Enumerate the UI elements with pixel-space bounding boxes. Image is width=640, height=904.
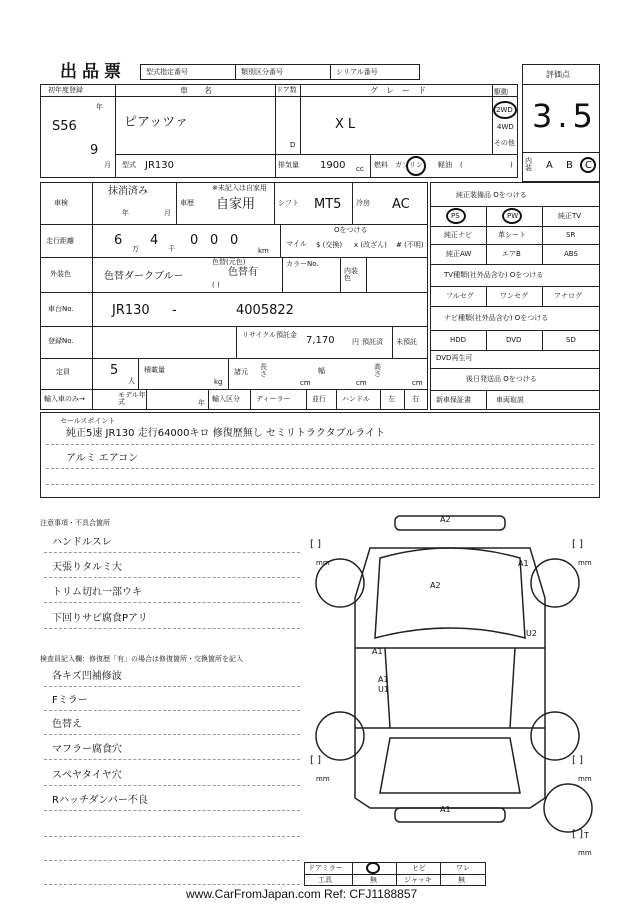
navi-dvd: DVD [506,336,522,344]
tv-title: TV種類(社外品含む) Oをつける [444,271,544,279]
fuel-paren-close: ) [510,161,513,169]
mark-left-door: A1 [372,647,383,656]
import-dealer: ディーラー [256,395,291,403]
wheel-rear-right [531,712,579,760]
capacity-unit: 人 [128,377,135,385]
note-4: 下回りサビ腐食Pアリ [52,613,148,624]
history-value: 自家用 [216,197,256,212]
shift-label: シフト [278,199,299,207]
import-label: 輸入車のみ→ [44,395,85,403]
tire-bracket-rr: [ ] [572,755,583,766]
dims-length-cm: cm [300,379,311,387]
ac-label: 冷房 [356,199,370,207]
ac-value: AC [392,197,410,212]
mileage-unknown: # (不明) [396,241,424,249]
door-label: ドア数 [276,86,297,94]
interior-grade-a: A [546,160,553,171]
inspector-label: 検査員記入欄：修復歴「有」の場合は修復箇所・交換箇所を記入 [40,655,243,663]
sales-label: セールスポイント [60,417,116,425]
hood-outline [375,548,525,638]
interior-color-label: 内装色 [344,267,358,282]
tire-bracket-fr: [ ] [572,539,583,550]
color-change-paren: ( ) [212,281,220,289]
mirror-circle-mark [366,862,380,874]
fuel-label: 燃料 [374,161,388,169]
wheel-rear-left [316,712,364,760]
inspection-label: 車検 [54,199,68,207]
color-change-value: 色替有 [228,267,258,278]
equip-ps: PS [451,212,460,220]
import-parallel: 並行 [312,395,326,403]
reg-era-year: S56 [52,119,77,134]
inspection-month: 月 [164,209,171,217]
equip-ps-circle [446,208,466,224]
dims-label: 諸元 [234,368,248,376]
tire-mm-rl: mm [316,775,330,783]
wheel-front-right [531,559,579,607]
car-name: ピアッツァ [124,115,188,130]
drive-other: その他 [494,139,515,147]
class-label: 類別区分番号 [241,68,283,76]
mileage-digit-5: 0 [230,233,239,248]
equip-pw: PW [507,212,519,220]
tire-mm-fr: mm [578,559,592,567]
mark-left-rear-1: A1 [378,675,389,684]
jack-value: 無 [458,876,465,884]
inspector-3: 色替え [52,719,82,730]
mileage-digit-4: 0 [210,233,219,248]
equip-pw-circle [502,208,522,224]
mileage-km: km [258,247,269,255]
dims-length: 長さ [260,363,267,378]
inspector-2: Fミラー [52,695,88,706]
mileage-exchange: $ (交換) [316,241,343,249]
reg-year-label: 年 [96,103,103,111]
color-change-label: 色替(元色) [212,258,246,266]
mileage-man: 万 [132,245,139,253]
navi-sd: SD [566,336,576,344]
tv-analog: アナログ [554,292,582,300]
inspection-year: 年 [122,209,129,217]
tv-fullseg: フルセグ [446,292,474,300]
rating-value: 3.5 [532,97,598,135]
chassis-dash: - [172,303,177,318]
grade-value: XL [335,117,360,132]
load-kg: kg [214,378,223,386]
import-model-year: モデル年式 [118,391,146,406]
recycle-deposit: 預託済 [362,338,383,346]
after-warranty: 新車保証書 [436,396,471,404]
recycle-yen: 円 [352,338,359,346]
mileage-digit-2: 4 [150,233,159,248]
inspection-status: 抹消済み [108,186,148,197]
mileage-digit-1: 6 [114,233,123,248]
recycle-label: リサイクル預託金 [242,331,298,339]
equip-abs: ABS [564,250,578,258]
tool-label: 工具 [318,876,332,884]
shift-value: MT5 [314,197,342,212]
inspector-4: マフラー腐食穴 [52,744,122,755]
chassis-label: 車台No. [48,305,74,313]
recycle-value: 7,170 [306,335,335,346]
navi-title: ナビ種類(社外品含む) Oをつける [444,314,549,322]
import-handle: ハンドル [342,395,370,403]
reg-month-label: 月 [104,161,111,169]
recycle-undeposit: 未預託 [396,338,417,346]
ext-color-value: 色替ダークブルー [104,271,184,282]
note-2: 天張りタルミ大 [52,562,122,573]
chassis-number: 4005822 [236,303,294,318]
spare-wheel [544,784,592,832]
dvd-playback: DVD再生可 [436,354,473,362]
equip-airbag: エアB [502,250,521,258]
drive-2wd: 2WD [496,106,513,114]
history-note: ※未記入は自家用 [212,184,267,192]
engine-label: 排気量 [278,161,299,169]
reg-month: 9 [90,143,99,158]
tire-bracket-rl: [ ] [310,755,321,766]
roof-outline [385,648,515,728]
import-class: 輸入区分 [212,395,240,403]
mark-left-rear-2: U1 [378,685,389,694]
drive-label: 駆動 [494,88,508,96]
dims-width: 幅 [318,367,325,375]
type-spec-label: 型式指定番号 [146,68,188,76]
mirror-hibi: ヒビ [412,864,426,872]
mark-rear-bumper: A1 [440,805,451,814]
mark-front-right-fender: A1 [518,559,529,568]
mileage-sen: 千 [168,245,175,253]
dims-height: 高さ [374,363,381,378]
equip-navi: 純正ナビ [444,231,472,239]
regno-label: 登録No. [48,337,74,345]
fuel-paren-open: ( [460,161,463,169]
mirror-ware: ワレ [456,864,470,872]
drive-circle-mark [493,101,517,119]
tool-value: 無 [370,876,377,884]
note-1: ハンドルスレ [52,537,112,548]
fuel-gasoline: ガソリン [395,161,423,169]
load-label: 積載量 [144,366,165,374]
dims-width-cm: cm [356,379,367,387]
sales-line-1: 純正5速 JR130 走行64000キロ 修復歴無し セミリトラクタブルライト [66,428,385,439]
spare-t-label: T [584,831,589,840]
interior-label: 内装 [525,157,532,172]
inspector-5: スペヤタイヤ穴 [52,770,122,781]
tv-oneseg: ワンセグ [500,292,528,300]
car-damage-diagram [300,508,610,848]
jack-label: ジャッキ [404,876,432,884]
capacity-label: 定員 [56,368,70,376]
mileage-altered: x (改ざん) [354,241,387,249]
trunk-outline [380,738,520,793]
color-no-label: カラーNo. [286,260,319,268]
rating-label: 評価点 [546,70,570,79]
serial-label: シリアル番号 [336,68,378,76]
equip-aw: 純正AW [446,250,472,258]
door-value: D [290,141,296,149]
tire-bracket-fl: [ ] [310,539,321,550]
inspector-6: Rハッチダンパー不良 [52,795,148,806]
ext-color-label: 外装色 [50,270,71,278]
mileage-circle-note: Oをつける [334,226,368,234]
footer-ref: www.CarFromJapan.com Ref: CFJ1188857 [186,887,418,901]
spare-bracket: [ ] [572,829,583,840]
equip-tv: 純正TV [558,212,582,220]
equip-leather: 革シート [498,231,526,239]
navi-hdd: HDD [450,336,467,344]
interior-grade-c: C [585,160,592,171]
note-3: トリム切れ一部ウキ [52,587,142,598]
capacity-value: 5 [110,363,119,378]
spare-mm: mm [578,849,592,857]
car-name-label: 車名 [180,86,228,95]
notes-label: 注意事項・不具合箇所 [40,519,110,527]
mirror-label: ドアミラー [308,864,343,872]
grade-circle-mark [580,157,596,173]
mileage-digit-3: 0 [190,233,199,248]
import-right: 右 [412,395,419,403]
engine-value: 1900 [320,160,346,171]
history-label: 車歴 [180,199,194,207]
chassis-prefix: JR130 [112,303,150,318]
mileage-label: 走行距離 [46,237,74,245]
grade-label: グレード [370,86,434,95]
import-year: 年 [198,399,205,407]
drive-4wd: 4WD [497,123,514,131]
car-type: JR130 [145,160,174,171]
sales-line-2: アルミ エアコン [66,453,139,464]
first-reg-label: 初年度登録 [48,86,83,94]
dims-height-cm: cm [412,379,423,387]
fuel-circle-mark [406,156,426,176]
tire-mm-rr: mm [578,775,592,783]
inspector-1: 各キズ凹補修波 [52,671,122,682]
import-left: 左 [388,395,395,403]
mark-front-bumper: A2 [440,515,451,524]
engine-unit: cc [356,165,364,173]
equip-sr: SR [566,231,576,239]
interior-grade-b: B [566,160,573,171]
after-title: 後日発送品 Oをつける [466,375,537,383]
mileage-mile: マイル [286,240,307,248]
tire-mm-fl: mm [316,559,330,567]
fuel-diesel: 軽油 [438,161,452,169]
sheet-title: 出品票 [60,62,126,82]
after-manual: 車両取説 [496,396,524,404]
car-type-label: 型式 [122,161,136,169]
mark-hood: A2 [430,581,441,590]
equip-title: 純正装備品 Oをつける [456,191,527,199]
mark-right-door: U2 [526,629,537,638]
